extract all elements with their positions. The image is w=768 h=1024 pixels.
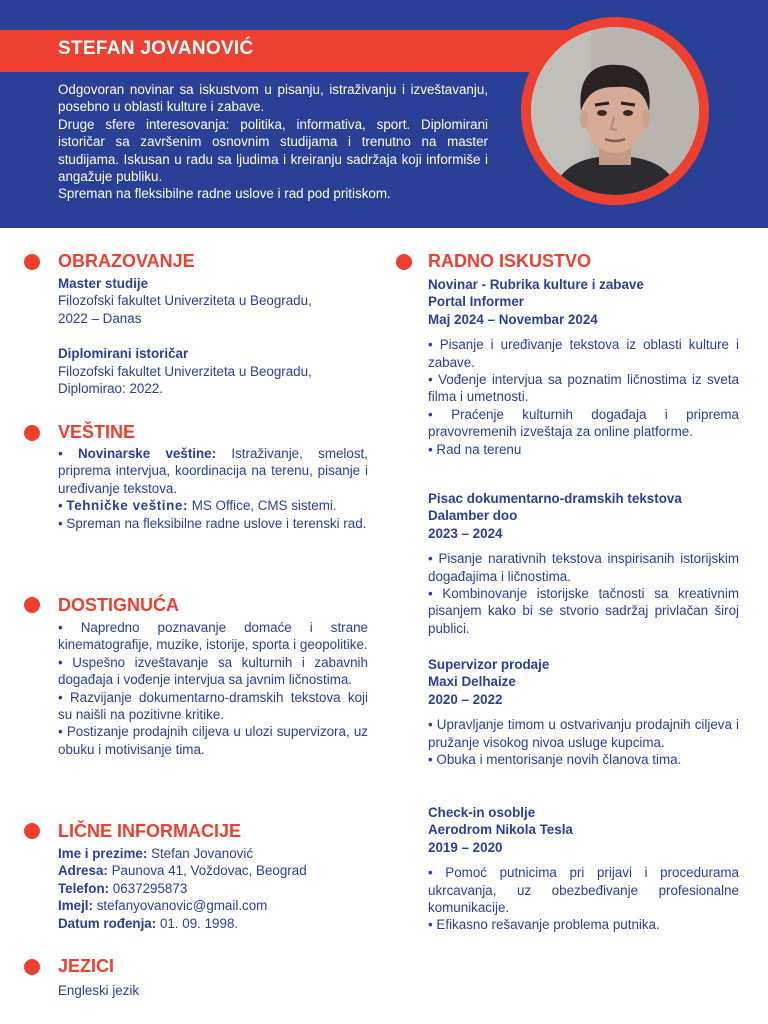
skill-label: Tehničke veštine:: [66, 498, 189, 514]
profile-photo: [531, 27, 699, 195]
personal-info-row: Imejl: stefanyovanovic@gmail.com: [58, 898, 268, 914]
job-role: Novinar - Rubrika kulture i zabave: [428, 277, 644, 292]
achievement-item: • Postizanje prodajnih ciljeva u ulozi supervizora, uz obuku i motivisanje tima.: [58, 724, 368, 757]
job-duty: • Obuka i mentorisanje novih članova tima.: [428, 752, 682, 768]
job-duty: • Vođenje intervjua sa poznatim ličnostima iz sveta filma i umetnosti.: [428, 372, 739, 405]
section-bullet: [24, 959, 40, 975]
education-date: 2022 – Danas: [58, 310, 142, 326]
achievement-item: • Uspešno izveštavanje sa kulturnih i zabavnih događaja i vođenje intervjua sa javnim ličnostima.: [58, 654, 368, 688]
experience-title: RADNO ISKUSTVO: [428, 251, 592, 271]
profile-summary: [58, 81, 488, 203]
education-school: Filozofski fakultet Univerziteta u Beogradu,: [58, 363, 312, 379]
job-role: Supervizor prodaje: [428, 657, 550, 672]
job-duty: • Pomoć putnicima pri prijavi i procedurama ukrcavanja, uz obezbeđivanje profesionalne komunikacije.: [428, 865, 739, 916]
language-item: Engleski jezik: [58, 983, 140, 998]
job-company: Maxi Delhaize: [428, 674, 516, 690]
personal-info-title: LIČNE INFORMACIJE: [58, 821, 242, 841]
personal-info-list: [58, 845, 368, 932]
job-duty: • Kombinovanje istorijske tačnosti sa kreativnim pisanjem kako bi se stvorio sadržaj privlačan široj publici.: [428, 586, 739, 636]
skills-title: VEŠTINE: [58, 422, 136, 442]
skill-label: Novinarske veštine:: [77, 446, 217, 461]
skill-text: Istraživanje, smelost, priprema intervjua, koordinacija na terenu, pisanje i uređivanje tekstova.: [58, 446, 368, 496]
education-school: Filozofski fakultet Univerziteta u Beogradu,: [58, 293, 312, 309]
job-period: Maj 2024 – Novembar 2024: [428, 311, 598, 327]
skill-item: • Tehničke veštine: MS Office, CMS sistemi.: [58, 498, 337, 514]
skill-text: Spreman na fleksibilne radne uslove i terenski rad.: [66, 515, 367, 531]
job-period: 2023 – 2024: [428, 525, 503, 541]
personal-info-row: Ime i prezime: Stefan Jovanović: [58, 846, 254, 861]
education-degree: Diplomirani istoričar: [58, 346, 189, 362]
job-entry: [428, 490, 739, 637]
languages-title: JEZICI: [58, 956, 115, 976]
job-duty: • Pisanje narativnih tekstova inspirisanih istorijskim događajima i ličnostima.: [428, 551, 739, 584]
job-company: Aerodrom Nikola Tesla: [428, 822, 573, 838]
job-company: Portal Informer: [428, 294, 524, 310]
section-bullet: [24, 254, 40, 270]
job-role: Check-in osoblje: [428, 805, 536, 820]
job-period: 2020 – 2022: [428, 691, 503, 707]
section-bullet: [24, 597, 40, 613]
job-duty: • Efikasno rešavanje problema putnika.: [428, 917, 660, 933]
job-company: Dalamber doo: [428, 508, 518, 524]
achievements-list: [58, 619, 368, 758]
skills-list: [58, 445, 368, 532]
job-entry: [428, 804, 739, 934]
job-duty: • Praćenje kulturnih događaja i priprema pravovremenih izveštaja za online platforme.: [428, 406, 739, 440]
summary-line: Odgovoran novinar sa iskustvom u pisanju, istraživanju i izveštavanju, posebno u oblasti kulture i zabave.: [58, 82, 488, 115]
candidate-name: STEFAN JOVANOVIĆ: [58, 38, 254, 59]
summary-line: Spreman na fleksibilne radne uslove i rad pod pritiskom.: [58, 186, 391, 202]
skill-item: • Novinarske veštine: Istraživanje, smelost, priprema intervjua, koordinacija na terenu, pisanje i uređivanje tekstova.: [58, 446, 368, 496]
section-bullet: [24, 425, 40, 441]
summary-line: Druge sfere interesovanja: politika, informativa, sport. Diplomirani istoričar sa završenim osnovnim studijama i trenutno na master studijama. Iskusan u radu sa ljudima i kreiranju sadržaja koji informiše i angažuje publiku.: [58, 116, 488, 185]
skill-text: MS Office, CMS sistemi.: [188, 498, 337, 514]
section-bullet: [24, 823, 40, 839]
job-period: 2019 – 2020: [428, 839, 503, 855]
achievement-item: • Napredno poznavanje domaće i strane kinematografije, muzike, istorije, sporta i geopolitike.: [58, 620, 368, 653]
languages-list: [58, 982, 368, 999]
job-entry: [428, 656, 739, 768]
job-entry: [428, 276, 739, 458]
job-duty: • Pisanje i uređivanje tekstova iz oblasti kulture i zabave.: [428, 337, 739, 370]
achievements-title: DOSTIGNUĆA: [58, 595, 179, 615]
education-date: Diplomirao: 2022.: [58, 381, 163, 397]
section-bullet: [396, 254, 412, 270]
portrait-illustration: [531, 27, 699, 195]
education-degree: Master studije: [58, 276, 149, 291]
job-role: Pisac dokumentarno-dramskih tekstova: [428, 491, 682, 506]
personal-info-row: Telefon: 0637295873: [58, 880, 188, 896]
education-title: OBRAZOVANJE: [58, 251, 195, 271]
skill-item: • Spreman na fleksibilne radne uslove i terenski rad.: [58, 515, 367, 531]
personal-info-row: Adresa: Paunova 41, Voždovac, Beograd: [58, 863, 307, 879]
job-duty: • Upravljanje timom u ostvarivanju prodajnih ciljeva i pružanje visokog nivoa usluge kupcima.: [428, 717, 739, 750]
personal-info-row: Datum rođenja: 01. 09. 1998.: [58, 915, 239, 931]
achievement-item: • Razvijanje dokumentarno-dramskih tekstova koji su naišli na pozitivne kritike.: [58, 689, 368, 723]
job-duty: • Rad na terenu: [428, 441, 522, 457]
education-list: [58, 275, 368, 397]
